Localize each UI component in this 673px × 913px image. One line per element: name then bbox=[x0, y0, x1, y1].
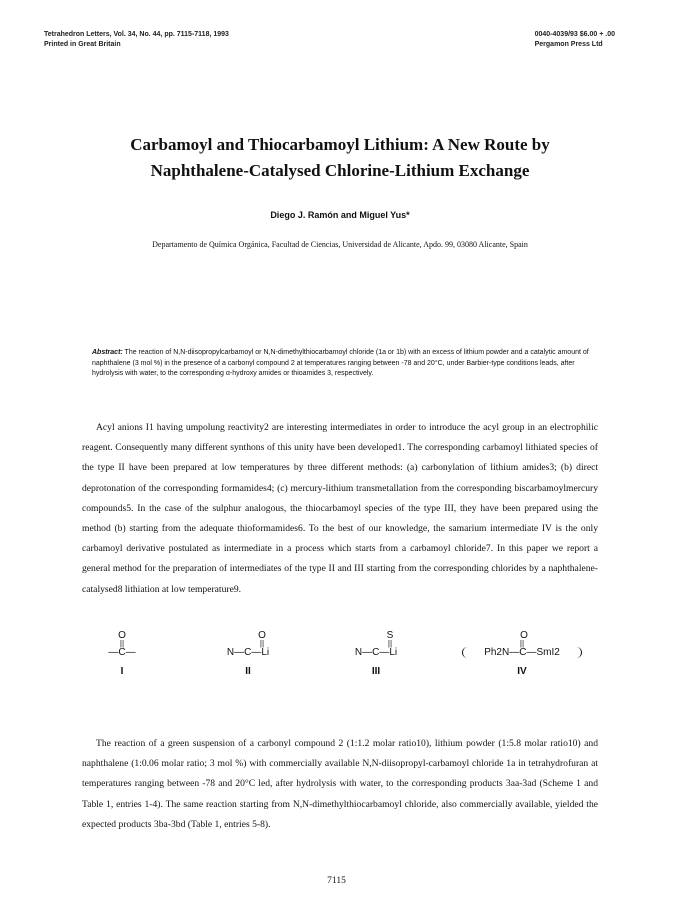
structure-II: O || N—C—Li II bbox=[198, 630, 298, 677]
paragraph-1: Acyl anions I1 having umpolung reactivity2 are interesting intermediates in order to introduce the acyl group in an electrophilic reagent. Consequently many different synthons of this unity have been developed1. The corresponding carbamoyl lithiated species of the type II have been prepared at low temperatures by three different methods: (a) carbonylation of lithium amides3; (b) direct deprotonation of the corresponding formamides4; (c) mercury-lithium transmetallation from the corresponding biscarbamoylmercury compounds5. In the case of the sulphur analogous, the thiocarbamoyl species of the type III, they have been prepared using the method (b) starting from the adequate thioformamides6. To the best of our knowledge, the samarium intermediate IV is the only carbamoyl derivative postulated as intermediate in a process which starts from a carbamoyl chloride7. In this paper we report a general method for the preparation of intermediates of the type II and III starting from the corresponding chlorides by a naphthalene-catalysed8 lithiation at low temperature9. bbox=[82, 422, 598, 595]
structure-I-mid: —C— bbox=[108, 647, 136, 658]
structure-III-mid: N—C—Li bbox=[354, 647, 398, 658]
structure-II-label: II bbox=[245, 666, 251, 677]
structure-IV: O || Ph2N—C—SmI2 IV bbox=[462, 630, 582, 677]
title-line-1: Carbamoyl and Thiocarbamoyl Lithium: A New Route by bbox=[130, 135, 550, 154]
paper-title bbox=[40, 132, 640, 184]
structure-II-mid: N—C—Li bbox=[226, 647, 270, 658]
structure-I-label: I bbox=[120, 666, 124, 677]
page-number: 7115 bbox=[327, 876, 346, 886]
structure-IV-top: O bbox=[520, 630, 528, 641]
publisher-line: Pergamon Press Ltd bbox=[534, 41, 603, 48]
abstract bbox=[92, 348, 592, 380]
abstract-label: Abstract: bbox=[92, 349, 123, 356]
publisher-header bbox=[535, 30, 615, 50]
price-line: 0040-4039/93 $6.00 + .00 bbox=[534, 31, 615, 38]
affiliation: Departamento de Química Orgánica, Facultad de Ciencias, Universidad de Alicante, Apdo. 99, 03080 Alicante, Spain bbox=[152, 240, 528, 249]
structure-IV-label: IV bbox=[517, 666, 527, 677]
structure-IV-mid: Ph2N—C—SmI2 bbox=[462, 647, 582, 658]
printed-line: Printed in Great Britain bbox=[44, 41, 121, 48]
journal-line: Tetrahedron Letters, Vol. 34, No. 44, pp. 7115-7118, 1993 bbox=[44, 31, 229, 38]
structure-III-top: S bbox=[386, 630, 394, 641]
paragraph-2: The reaction of a green suspension of a carbonyl compound 2 (1:1.2 molar ratio10), lithium powder (1:5.8 molar ratio10) and naphthalene (1:0.06 molar ratio; 3 mol %) with commercially available N,N-diisopropyl-carbamoyl chloride 1a in tetrahydrofuran at temperatures ranging between -78 and 20°C led, after hydrolysis with water, to the corresponding products 3aa-3ad (Scheme 1 and Table 1, entries 1-4). The same reaction starting from N,N-dimethylthiocarbamoyl chloride, also commercially available, yielded the expected products 3ba-3bd (Table 1, entries 5-8). bbox=[82, 738, 598, 830]
structure-II-top: O bbox=[258, 630, 266, 641]
structure-III: S || N—C—Li III bbox=[326, 630, 426, 677]
structure-I: O || —C— I bbox=[92, 630, 152, 677]
abstract-text: The reaction of N,N-diisopropylcarbamoyl or N,N-dimethylthiocarbamoyl chloride (1a or 1b) with an excess of lithium powder and a catalytic amount of naphthalene (3 mol %) in the presence of a carbonyl compound 2 at temperatures ranging between -78 and 20°C, under Barbier-type conditions leads, after hydrolysis with water, to the corresponding α-hydroxy amides or thioamides 3, respectively. bbox=[92, 349, 589, 377]
structure-III-label: III bbox=[371, 666, 381, 677]
structure-I-top: O bbox=[118, 630, 126, 641]
title-line-2: Naphthalene-Catalysed Chlorine-Lithium Exchange bbox=[150, 161, 530, 180]
journal-header bbox=[44, 30, 229, 50]
authors: Diego J. Ramón and Miguel Yus* bbox=[270, 210, 410, 220]
